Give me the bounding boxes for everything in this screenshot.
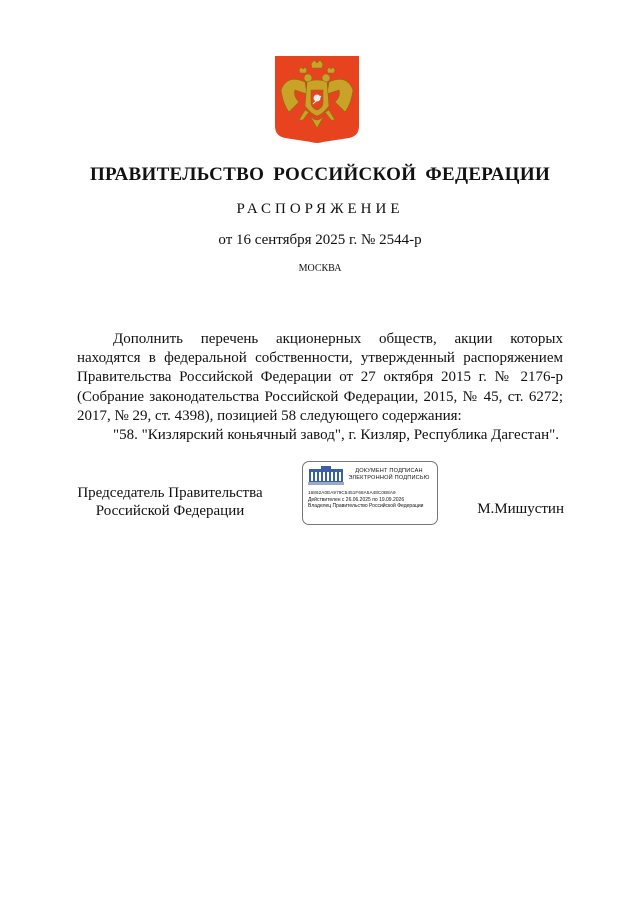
electronic-signature-stamp — [302, 461, 438, 525]
government-title: ПРАВИТЕЛЬСТВО РОССИЙСКОЙ ФЕДЕРАЦИИ — [89, 164, 551, 185]
stamp-heading — [345, 468, 433, 482]
order-text-line: находятся в федеральной собственности, утвержденный распоряжением — [77, 350, 563, 367]
signatory-position — [70, 484, 270, 520]
order-text — [77, 330, 563, 445]
certificate-owner: Владелец Правительство Российской Федерации — [308, 503, 424, 509]
signatory-position-line: Председатель Правительства — [77, 485, 263, 501]
order-text-line: (Собрание законодательства Российской Федерации, 2015, № 45, ст. 6272; — [77, 388, 563, 405]
coat-of-arms-emblem — [275, 56, 359, 144]
document-type: РАСПОРЯЖЕНИЕ — [236, 201, 404, 217]
order-text-line: 2017, № 29, ст. 4398), позицией 58 следующего содержания: — [77, 407, 462, 424]
stamp-heading-line: ЭЛЕКТРОННОЙ ПОДПИСЬЮ — [348, 475, 430, 481]
document-city: МОСКВА — [298, 263, 342, 274]
document-date-number: от 16 сентября 2025 г. № 2544-р — [218, 232, 422, 248]
signatory-position-line: Российской Федерации — [95, 503, 245, 519]
certificate-validity: Действителен с 26.06.2025 по 19.09.2026 — [308, 497, 405, 503]
order-text-line: Правительства Российской Федерации от 27 октября 2015 г. № 2176-р — [77, 369, 563, 386]
order-text-line: "58. "Кизлярский коньячный завод", г. Кизляр, Республика Дагестан". — [113, 426, 559, 443]
stamp-heading-line: ДОКУМЕНТ ПОДПИСАН — [355, 468, 423, 474]
certificate-serial: 16862A0EA979C5451F68A5A48C0B8A9 — [308, 490, 396, 495]
order-text-line: Дополнить перечень акционерных обществ, акции которых — [113, 331, 563, 347]
signatory-name: М.Мишустин — [477, 501, 564, 517]
government-building-icon — [308, 466, 344, 485]
